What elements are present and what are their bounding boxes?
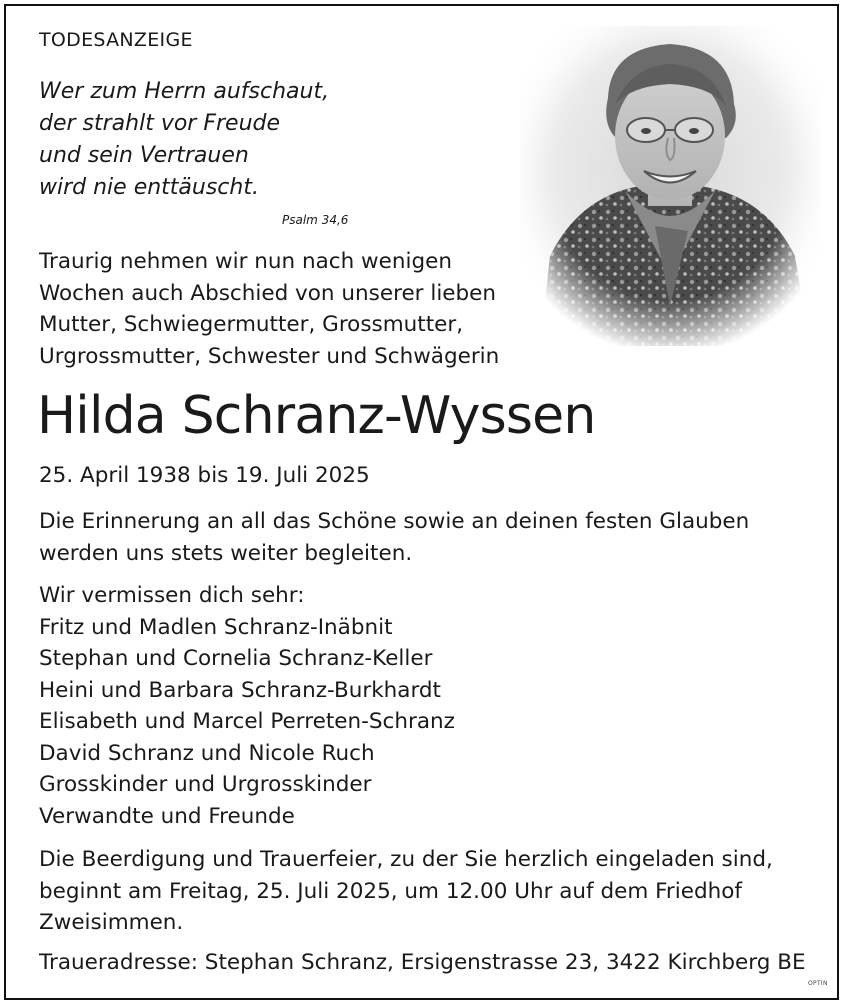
intro-line: Traurig nehmen wir nun nach wenigen (39, 249, 452, 274)
intro-text (39, 246, 499, 372)
mourner-entry: Elisabeth und Marcel Perreten-Schranz (39, 709, 455, 734)
mourners-intro: Wir vermissen dich sehr: (39, 583, 305, 608)
mourners-list (39, 580, 455, 832)
funeral-line: beginnt am Freitag, 25. Juli 2025, um 12.00 Uhr auf dem Friedhof (39, 878, 742, 904)
memory-text (39, 506, 749, 569)
funeral-line: Zweisimmen. (39, 910, 184, 935)
intro-line: Mutter, Schwiegermutter, Grossmutter, (39, 312, 464, 337)
mourner-entry: Fritz und Madlen Schranz-Inäbnit (39, 614, 393, 640)
mourner-entry: Heini und Barbara Schranz-Burkhardt (39, 677, 441, 703)
intro-line: Wochen auch Abschied von unserer lieben (39, 280, 497, 306)
deceased-name: Hilda Schranz-Wyssen (37, 386, 596, 446)
mourner-entry: David Schranz und Nicole Ruch (39, 740, 375, 766)
bible-verse (39, 76, 329, 204)
verse-line: Wer zum Herrn aufschaut, (39, 79, 330, 104)
footer-mark: OPTIN (808, 980, 828, 987)
life-dates: 25. April 1938 bis 19. Juli 2025 (39, 463, 370, 488)
mourner-entry: Verwandte und Freunde (39, 803, 295, 829)
notice-heading: TODESANZEIGE (39, 29, 193, 51)
intro-line: Urgrossmutter, Schwester und Schwägerin (39, 343, 500, 369)
portrait-photo (520, 26, 820, 346)
memory-line: werden uns stets weiter begleiten. (39, 540, 413, 566)
funeral-info (39, 844, 773, 939)
verse-source: Psalm 34,6 (282, 213, 349, 227)
memory-line: Die Erinnerung an all das Schöne sowie an deinen festen Glauben (39, 509, 750, 534)
funeral-line: Die Beerdigung und Trauerfeier, zu der Sie herzlich eingeladen sind, (39, 847, 773, 872)
verse-line: wird nie enttäuscht. (39, 175, 259, 200)
mourning-address: Traueradresse: Stephan Schranz, Ersigenstrasse 23, 3422 Kirchberg BE (39, 950, 806, 975)
verse-line: und sein Vertrauen (39, 143, 249, 168)
mourner-entry: Stephan und Cornelia Schranz-Keller (39, 646, 433, 671)
verse-line: der strahlt vor Freude (39, 111, 281, 136)
mourner-entry: Grosskinder und Urgrosskinder (39, 772, 372, 797)
